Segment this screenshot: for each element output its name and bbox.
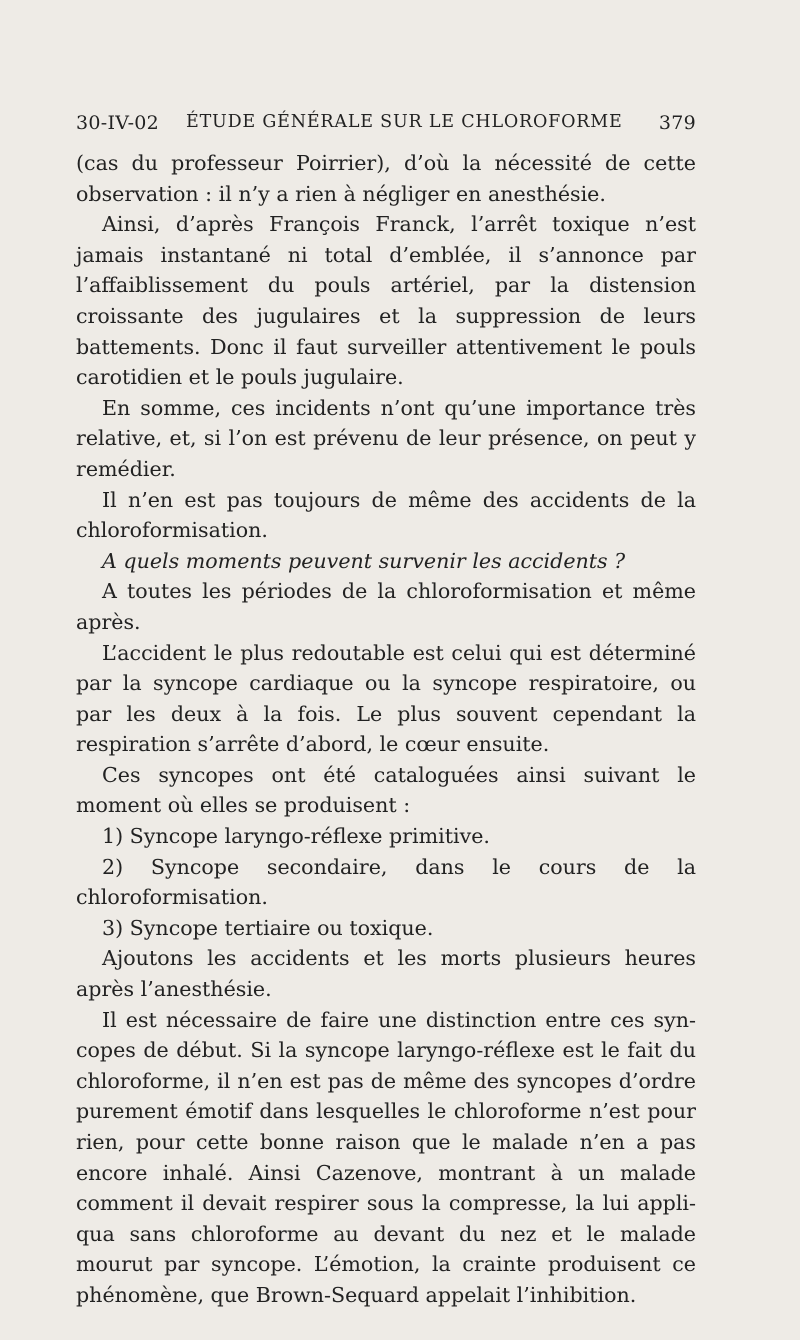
page-number: 379	[658, 112, 696, 134]
list-item: 1) Syncope laryngo-réflexe primitive.	[102, 824, 490, 849]
paragraph: Il n’en est pas toujours de même des accidents de la chloroformisation.	[76, 487, 696, 543]
paragraph: L’accident le plus redoutable est celui qui est déterminé par la syncope cardiaque ou la syncope respiratoire, ou par les deux à la fois. Le plus souvent cependant la respiration s’arrête d’abord, le cœur ensuite.	[76, 640, 696, 757]
header-date: 30-IV-02	[76, 112, 160, 134]
paragraph: (cas du professeur Poirrier), d’où la nécessité de cette observation : il n’y a rien à négliger en anesthésie.	[76, 151, 696, 206]
paragraph: Ces syncopes ont été cataloguées ainsi suivant le moment où elles se produisent :	[76, 762, 696, 818]
list-item: 2) Syncope secondaire, dans le cours de la chloroformisation.	[76, 854, 696, 910]
italic-question: A quels moments peuvent survenir les accidents ?	[102, 548, 626, 573]
list-item: 3) Syncope tertiaire ou toxique.	[102, 915, 434, 940]
body-text	[76, 148, 696, 1311]
paragraph: Ajoutons les accidents et les morts plusieurs heures après l’anesthésie.	[76, 946, 696, 1002]
paragraph: A toutes les périodes de la chloroformisation et même après.	[76, 579, 696, 634]
paragraph: Il est nécessaire de faire une distinction entre ces syncopes de début. Si la syncope laryngo-réflexe est le fait du chloroforme, il n’en est pas de même des syncopes d’ordre purement émotif dans lesquelles le chloroforme n’est pour rien, pour cette bonne raison que le malade n’en a pas encore inhalé. Ainsi Cazenove, montrant à un malade comment il devait respirer sous la compresse, la lui appliqua sans chloroforme au devant du nez et le malade mourut par syncope. L’émotion, la crainte produisent ce phénomène, que Brown-Sequard appelait l’inhibition.	[76, 1007, 696, 1307]
running-header	[76, 112, 696, 146]
paragraph: En somme, ces incidents n’ont qu’une importance très relative, et, si l’on est prévenu de leur présence, on peut y remédier.	[76, 395, 696, 481]
header-title: ÉTUDE GÉNÉRALE SUR LE CHLOROFORME	[186, 112, 623, 132]
paragraph: Ainsi, d’après François Franck, l’arrêt toxique n’est jamais instantané ni total d’emblée, il s’annonce par l’affaiblissement du pouls artériel, par la distension croissante des jugulaires et la suppression de leurs battements. Donc il faut surveiller attentivement le pouls carotidien et le pouls jugulaire.	[76, 212, 696, 390]
